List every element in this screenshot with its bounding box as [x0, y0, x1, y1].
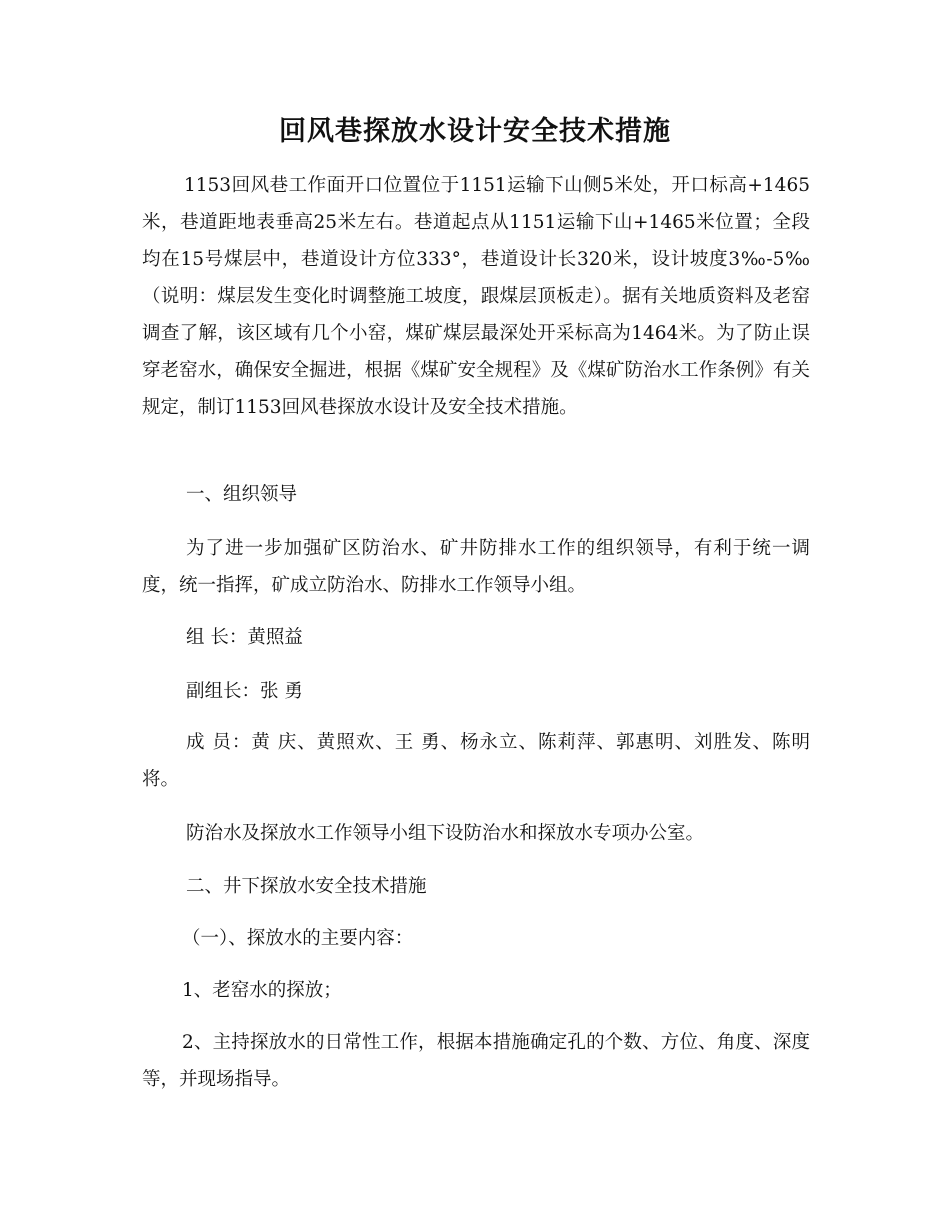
- organization-paragraph: 为了进一步加强矿区防治水、矿井防排水工作的组织领导，有利于统一调度，统一指挥，矿成立防治水、防排水工作领导小组。: [142, 538, 810, 596]
- deputy-leader-line: 副组长：张 勇: [186, 681, 303, 702]
- intro-paragraph: 1153回风巷工作面开口位置位于1151运输下山侧5米处，开口标高+1465米，巷道距地表垂高25米左右。巷道起点从1151运输下山+1465米位置；全段均在15号煤层中，巷道设计方位333°，巷道设计长320米，设计坡度3‰-5‰（说明：煤层发生变化时调整施工坡度，跟煤层顶板走）。据有关地质资料及老窑调查了解，该区域有几个小窑，煤矿煤层最深处开采标高为1464米。为了防止误穿老窑水，确保安全掘进，根据《煤矿安全规程》及《煤矿防治水工作条例》有关规定，制订1153回风巷探放水设计及安全技术措施。: [142, 175, 810, 418]
- office-paragraph: 防治水及探放水工作领导小组下设防治水和探放水专项办公室。: [186, 823, 705, 844]
- list-item-1: 1、老窑水的探放；: [182, 980, 342, 1001]
- list-item-2: 2、主持探放水的日常性工作，根据本措施确定孔的个数、方位、角度、深度等，并现场指导。: [142, 1032, 810, 1090]
- section-heading-safety-measures: 二、井下探放水安全技术措施: [186, 876, 427, 897]
- subsection-heading-main-content: （一）、探放水的主要内容：: [182, 928, 414, 949]
- section-heading-organization: 一、组织领导: [186, 484, 298, 505]
- document-title: 回风巷探放水设计安全技术措施: [279, 116, 671, 147]
- team-leader-line: 组 长：黄照益: [186, 627, 303, 648]
- members-paragraph: 成 员：黄 庆、黄照欢、王 勇、杨永立、陈莉萍、郭惠明、刘胜发、陈明将。: [142, 732, 810, 790]
